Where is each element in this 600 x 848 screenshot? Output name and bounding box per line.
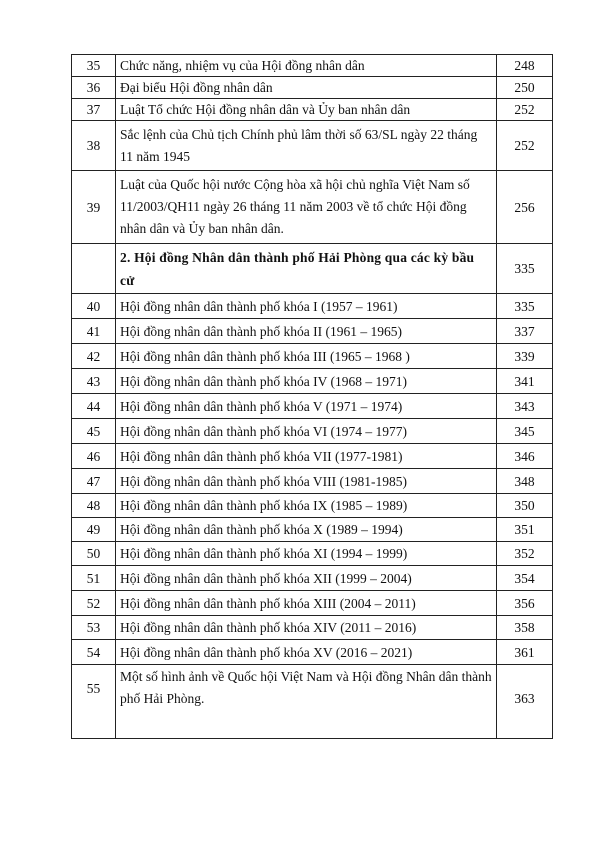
- row-number: 35: [72, 55, 116, 77]
- row-number: 46: [72, 444, 116, 469]
- row-number: 51: [72, 566, 116, 591]
- row-title: Hội đồng nhân dân thành phố khóa XV (2016 – 2021): [116, 640, 497, 665]
- row-title: Đại biểu Hội đồng nhân dân: [116, 77, 497, 99]
- row-title: Hội đồng nhân dân thành phố khóa V (1971 – 1974): [116, 394, 497, 419]
- document-page: [71, 54, 552, 739]
- row-number: 36: [72, 77, 116, 99]
- row-title: Luật của Quốc hội nước Cộng hòa xã hội chủ nghĩa Việt Nam số 11/2003/QH11 ngày 26 tháng 11 năm 2003 về tổ chức Hội đồng nhân dân và Ủy ban nhân dân.: [116, 171, 497, 244]
- section-title: 2. Hội đồng Nhân dân thành phố Hải Phòng qua các kỳ bầu cử: [116, 244, 497, 294]
- toc-row: [72, 518, 553, 542]
- toc-row: [72, 494, 553, 518]
- toc-row: [72, 566, 553, 591]
- row-number: 48: [72, 494, 116, 518]
- table-of-contents: [71, 54, 553, 739]
- row-number: [72, 244, 116, 294]
- row-page: 343: [497, 394, 553, 419]
- row-page: 346: [497, 444, 553, 469]
- row-page: 341: [497, 369, 553, 394]
- row-title: Hội đồng nhân dân thành phố khóa I (1957 – 1961): [116, 294, 497, 319]
- row-page: 358: [497, 616, 553, 640]
- row-title: Luật Tổ chức Hội đồng nhân dân và Ủy ban nhân dân: [116, 99, 497, 121]
- row-title: Hội đồng nhân dân thành phố khóa VII (1977-1981): [116, 444, 497, 469]
- row-number: 45: [72, 419, 116, 444]
- toc-row: [72, 294, 553, 319]
- toc-row: [72, 419, 553, 444]
- row-number: 43: [72, 369, 116, 394]
- section-heading-row: [72, 244, 553, 294]
- toc-row: [72, 99, 553, 121]
- row-number: 42: [72, 344, 116, 369]
- row-page: 256: [497, 171, 553, 244]
- row-page: 337: [497, 319, 553, 344]
- row-title: Hội đồng nhân dân thành phố khóa XII (1999 – 2004): [116, 566, 497, 591]
- row-title: Sắc lệnh của Chủ tịch Chính phủ lâm thời số 63/SL ngày 22 tháng 11 năm 1945: [116, 121, 497, 171]
- toc-row: [72, 591, 553, 616]
- toc-row: [72, 55, 553, 77]
- toc-row: [72, 344, 553, 369]
- row-number: 37: [72, 99, 116, 121]
- row-number: 47: [72, 469, 116, 494]
- row-page: 250: [497, 77, 553, 99]
- row-title: Chức năng, nhiệm vụ của Hội đồng nhân dân: [116, 55, 497, 77]
- row-title: Hội đồng nhân dân thành phố khóa XI (1994 – 1999): [116, 542, 497, 566]
- toc-row: [72, 77, 553, 99]
- row-number: 44: [72, 394, 116, 419]
- row-title: Hội đồng nhân dân thành phố khóa II (1961 – 1965): [116, 319, 497, 344]
- toc-row: [72, 665, 553, 739]
- row-page: 335: [497, 244, 553, 294]
- row-title: Một số hình ảnh về Quốc hội Việt Nam và Hội đồng Nhân dân thành phố Hải Phòng.: [116, 665, 497, 739]
- toc-row: [72, 616, 553, 640]
- row-page: 345: [497, 419, 553, 444]
- toc-row: [72, 171, 553, 244]
- row-title: Hội đồng nhân dân thành phố khóa XIV (2011 – 2016): [116, 616, 497, 640]
- row-page: 351: [497, 518, 553, 542]
- row-number: 50: [72, 542, 116, 566]
- row-page: 248: [497, 55, 553, 77]
- row-number: 38: [72, 121, 116, 171]
- row-number: 40: [72, 294, 116, 319]
- row-page: 352: [497, 542, 553, 566]
- toc-row: [72, 319, 553, 344]
- row-page: 350: [497, 494, 553, 518]
- row-number: 52: [72, 591, 116, 616]
- toc-row: [72, 121, 553, 171]
- row-page: 356: [497, 591, 553, 616]
- row-number: 39: [72, 171, 116, 244]
- row-title: Hội đồng nhân dân thành phố khóa IV (1968 – 1971): [116, 369, 497, 394]
- row-title: Hội đồng nhân dân thành phố khóa III (1965 – 1968 ): [116, 344, 497, 369]
- toc-row: [72, 469, 553, 494]
- row-page: 252: [497, 99, 553, 121]
- row-page: 348: [497, 469, 553, 494]
- toc-row: [72, 394, 553, 419]
- row-number: 41: [72, 319, 116, 344]
- row-page: 252: [497, 121, 553, 171]
- row-page: 363: [497, 665, 553, 739]
- row-title: Hội đồng nhân dân thành phố khóa XIII (2004 – 2011): [116, 591, 497, 616]
- row-number: 53: [72, 616, 116, 640]
- row-number: 54: [72, 640, 116, 665]
- row-page: 354: [497, 566, 553, 591]
- row-title: Hội đồng nhân dân thành phố khóa X (1989 – 1994): [116, 518, 497, 542]
- row-title: Hội đồng nhân dân thành phố khóa IX (1985 – 1989): [116, 494, 497, 518]
- row-title: Hội đồng nhân dân thành phố khóa VI (1974 – 1977): [116, 419, 497, 444]
- toc-row: [72, 444, 553, 469]
- toc-row: [72, 542, 553, 566]
- row-page: 335: [497, 294, 553, 319]
- row-number: 49: [72, 518, 116, 542]
- toc-row: [72, 640, 553, 665]
- row-number: 55: [72, 665, 116, 739]
- row-title: Hội đồng nhân dân thành phố khóa VIII (1981-1985): [116, 469, 497, 494]
- row-page: 361: [497, 640, 553, 665]
- row-page: 339: [497, 344, 553, 369]
- toc-row: [72, 369, 553, 394]
